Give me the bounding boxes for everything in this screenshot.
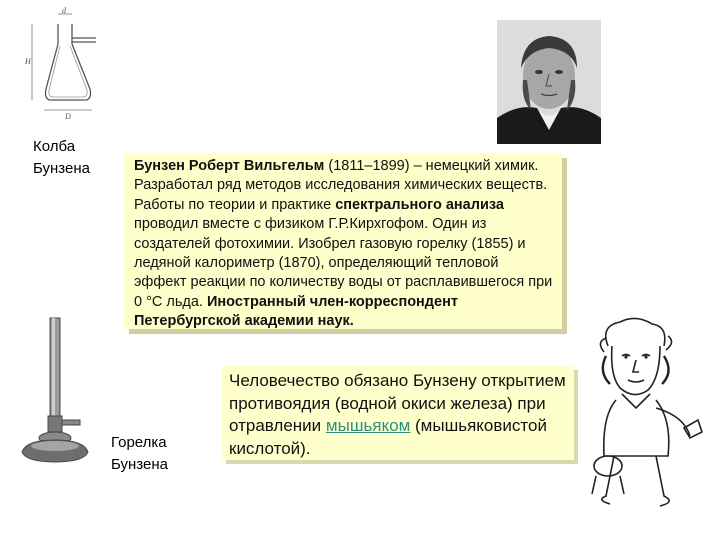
bio-membership: Иностранный член-корреспондент Петербургской академии наук. <box>134 293 458 330</box>
burner-caption-line2: Бунзена <box>111 456 168 473</box>
bunsen-portrait <box>497 20 601 144</box>
bio-text: проводил вместе с физиком Г.Р.Кирхгофом. Один из создателей фотохимии. Изобрел газовую горелку (1855) и ледяной калориметр (1870), определяющий тепловой эффект реакции по количеству воды от расплавившегося при 0 °С льда. <box>134 216 553 310</box>
bunsen-flask-drawing <box>20 4 130 124</box>
flask-caption-line1: Колба <box>33 138 76 155</box>
dim-label-top: d <box>62 6 66 15</box>
bio-dates: (1811–1899) – немецкий химик. Разработал ряд методов исследования химических веществ. Работы по теории и практике <box>134 158 548 213</box>
bunsen-caricature <box>586 316 706 516</box>
burner-caption <box>111 432 168 476</box>
biography-box <box>124 153 562 329</box>
quote-box <box>222 366 574 460</box>
burner-caption-line1: Горелка <box>111 434 167 451</box>
bio-term: спектрального анализа <box>335 196 504 213</box>
dim-label-side: H <box>25 57 31 66</box>
bunsen-burner-drawing <box>18 312 98 472</box>
quote-text: Человечество обязано Бунзену открытием противоядия (водной окиси железа) при отравлении <box>229 371 566 435</box>
flask-caption-line2: Бунзена <box>33 160 90 177</box>
flask-caption <box>33 136 90 180</box>
quote-text-end: (мышьяковистой кислотой). <box>229 416 547 458</box>
dim-label-bottom: D <box>65 112 71 121</box>
bio-name: Бунзен Роберт Вильгельм <box>134 158 325 174</box>
arsenic-link[interactable]: мышьяком <box>325 416 411 435</box>
